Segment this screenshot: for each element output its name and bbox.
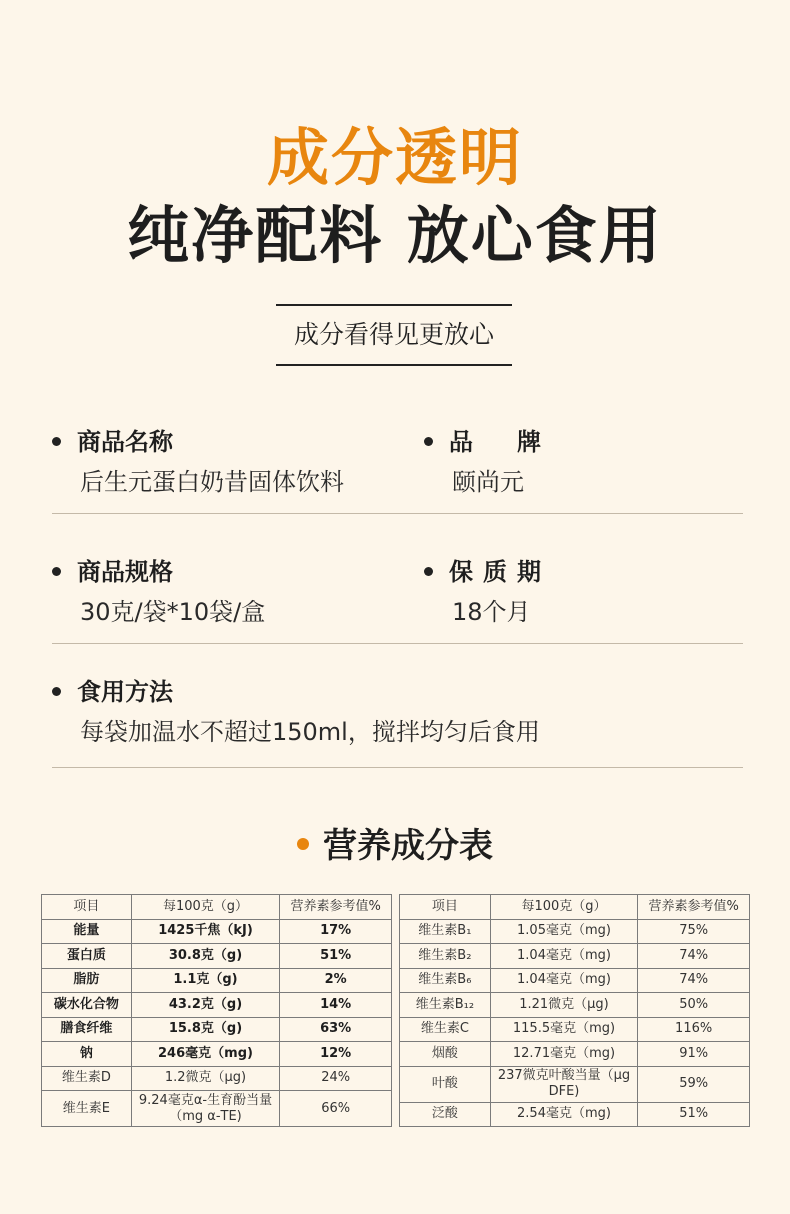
shelf-life-label: 保质期 [449, 558, 551, 586]
info-row-name-brand [52, 427, 743, 514]
shelf-life-value: 18个月 [452, 598, 531, 626]
table-row [42, 968, 392, 993]
nutrient-amount: 1.1克（g) [131, 968, 280, 993]
nutrient-nrv: 116% [638, 1017, 750, 1042]
usage-label: 食用方法 [77, 678, 173, 706]
nutrient-name: 泛酸 [400, 1102, 491, 1127]
nutrition-heading-text: 营养成分表 [323, 826, 493, 866]
nutrient-name: 维生素E [42, 1091, 132, 1127]
left-header-cell: 每100克（g） [131, 895, 280, 920]
product-name-label: 商品名称 [77, 428, 173, 456]
right-header-row [400, 895, 750, 920]
nutrient-name: 叶酸 [400, 1066, 491, 1102]
nutrient-name: 维生素D [42, 1066, 132, 1091]
info-row-spec-shelf [52, 557, 743, 644]
nutrient-amount: 1.04毫克（mg) [490, 968, 638, 993]
right-header-cell: 项目 [400, 895, 491, 920]
nutrient-amount: 237微克叶酸当量（μg DFE) [490, 1066, 638, 1102]
nutrient-amount: 1.2微克（μg) [131, 1066, 280, 1091]
table-row [400, 1102, 750, 1127]
nutrient-name: 烟酸 [400, 1042, 491, 1067]
headline-transparent: 成分透明 [266, 121, 523, 194]
table-row [400, 1042, 750, 1067]
nutrient-name: 维生素C [400, 1017, 491, 1042]
nutrient-nrv: 74% [638, 944, 750, 969]
table-row [400, 919, 750, 944]
product-name-value: 后生元蛋白奶昔固体饮料 [80, 468, 344, 496]
right-header-cell: 营养素参考值% [638, 895, 750, 920]
table-row [42, 1066, 392, 1091]
nutrient-amount: 30.8克（g) [131, 944, 280, 969]
nutrient-nrv: 66% [280, 1091, 392, 1127]
left-header-cell: 营养素参考值% [280, 895, 392, 920]
bullet-icon [52, 687, 61, 696]
nutrient-name: 维生素B₁₂ [400, 993, 491, 1018]
nutrient-nrv: 12% [280, 1042, 392, 1067]
nutrition-table-left [41, 894, 392, 1127]
nutrient-amount: 1.05毫克（mg) [490, 919, 638, 944]
nutrient-nrv: 91% [638, 1042, 750, 1067]
bullet-icon [424, 437, 433, 446]
subtitle-banner [276, 304, 512, 366]
nutrition-table-right [399, 894, 750, 1127]
bullet-icon [52, 567, 61, 576]
table-row [42, 944, 392, 969]
table-row [42, 1042, 392, 1067]
nutrient-amount: 15.8克（g) [131, 1017, 280, 1042]
brand-value: 颐尚元 [452, 468, 524, 496]
nutrient-nrv: 74% [638, 968, 750, 993]
bullet-icon [424, 567, 433, 576]
nutrient-amount: 12.71毫克（mg) [490, 1042, 638, 1067]
table-row [42, 1017, 392, 1042]
nutrient-nrv: 59% [638, 1066, 750, 1102]
bullet-icon [52, 437, 61, 446]
nutrient-nrv: 17% [280, 919, 392, 944]
table-row [400, 968, 750, 993]
nutrient-amount: 1.04毫克（mg) [490, 944, 638, 969]
spec-label: 商品规格 [77, 558, 173, 586]
nutrient-name: 脂肪 [42, 968, 132, 993]
nutrient-amount: 115.5毫克（mg) [490, 1017, 638, 1042]
table-row [400, 993, 750, 1018]
nutrient-amount: 2.54毫克（mg) [490, 1102, 638, 1127]
nutrient-nrv: 2% [280, 968, 392, 993]
nutrient-name: 维生素B₆ [400, 968, 491, 993]
nutrient-nrv: 14% [280, 993, 392, 1018]
nutrient-amount: 1.21微克（μg) [490, 993, 638, 1018]
nutrient-name: 蛋白质 [42, 944, 132, 969]
nutrient-name: 维生素B₁ [400, 919, 491, 944]
nutrient-amount: 1425千焦（kJ) [131, 919, 280, 944]
table-row [400, 944, 750, 969]
table-row [400, 1066, 750, 1102]
nutrient-name: 膳食纤维 [42, 1017, 132, 1042]
table-row [42, 1091, 392, 1127]
spec-value: 30克/袋*10袋/盒 [80, 598, 266, 626]
brand-label: 品 牌 [449, 428, 551, 456]
nutrient-name: 钠 [42, 1042, 132, 1067]
nutrient-amount: 43.2克（g) [131, 993, 280, 1018]
table-row [42, 919, 392, 944]
right-header-cell: 每100克（g） [490, 895, 638, 920]
left-header-cell: 项目 [42, 895, 132, 920]
subtitle-text: 成分看得见更放心 [293, 320, 494, 349]
nutrient-amount: 246毫克（mg) [131, 1042, 280, 1067]
nutrition-heading [0, 822, 790, 870]
headline-pure-ingredients: 纯净配料 放心食用 [127, 199, 663, 272]
nutrient-name: 维生素B₂ [400, 944, 491, 969]
info-row-usage [52, 677, 743, 768]
nutrient-amount: 9.24毫克α-生育酚当量（mg α-TE) [131, 1091, 280, 1127]
nutrient-name: 能量 [42, 919, 132, 944]
nutrient-nrv: 63% [280, 1017, 392, 1042]
nutrient-nrv: 51% [280, 944, 392, 969]
nutrient-nrv: 75% [638, 919, 750, 944]
nutrient-name: 碳水化合物 [42, 993, 132, 1018]
usage-value: 每袋加温水不超过150ml，搅拌均匀后食用 [80, 718, 540, 746]
nutrient-nrv: 51% [638, 1102, 750, 1127]
table-row [400, 1017, 750, 1042]
orange-dot-icon [297, 838, 309, 850]
nutrient-nrv: 50% [638, 993, 750, 1018]
nutrient-nrv: 24% [280, 1066, 392, 1091]
left-header-row [42, 895, 392, 920]
table-row [42, 993, 392, 1018]
